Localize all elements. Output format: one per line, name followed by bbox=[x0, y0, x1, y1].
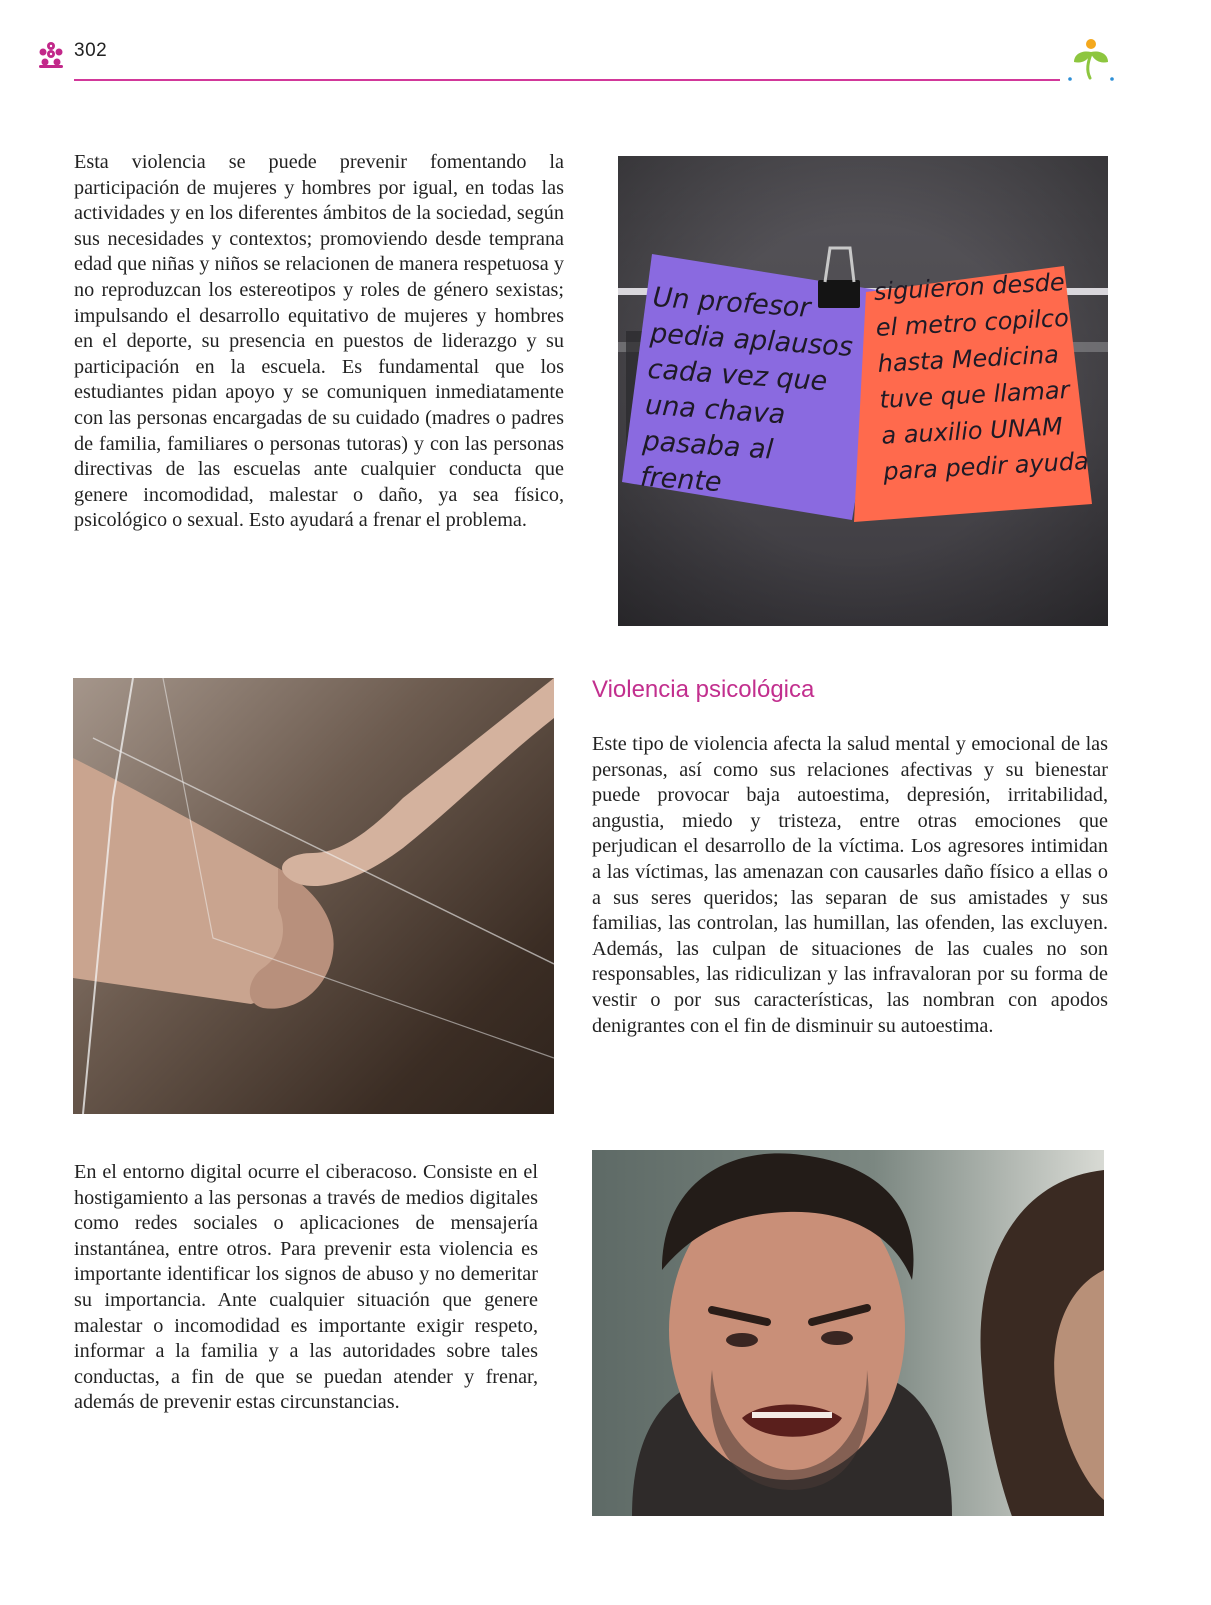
paragraph-prevention: Esta violencia se puede prevenir fomentando la participación de mujeres y hombres por igual, en todas las actividades y en los diferentes ámbitos de la sociedad, según sus necesidades y contextos; promoviendo desde temprana edad que niñas y niños se relacionen de manera respetuosa y no reproduzcan los estereotipos y roles de género sexistas; impulsando el desarrollo equitativo de mujeres y hombres en el deporte, su presencia en puestos de liderazgo y su participación en la escuela. Es fundamental que los estudiantes pidan apoyo y se comuniquen inmediatamente con las personas encargadas de su cuidado (madres o padres de familia, familiares o personas tutoras) y con las personas directivas de las escuelas ante cualquier conducta que genere incomodidad, malestar o daño, ya sea físico, psicológico o sexual. Esto ayudará a frenar el problema. bbox=[74, 151, 564, 532]
photo-holding-hands bbox=[73, 678, 554, 1114]
angry-man-illustration bbox=[592, 1150, 1104, 1516]
paragraph-psychological-violence: Este tipo de violencia afecta la salud mental y emocional de las personas, así como sus relaciones afectivas y su bienestar puede provocar baja autoestima, depresión, irritabilidad, angustia, miedo y tristeza, entre otras emociones que perjudican el desarrollo de la víctima. Los agresores intimidan a las víctimas, las amenazan con causarles daño físico a ellas o a sus seres queridos; las separan de sus amistades y sus familias, las controlan, las humillan, las ofenden, las excluyen. Además, las culpan de situaciones de las cuales no son responsables, las ridiculizan y las infravaloran por su forma de vestir o por sus características, las nombran con apodos denigrantes con el fin de disminuir su autoestima. bbox=[592, 733, 1108, 1037]
leaf-figure-logo-icon bbox=[1066, 36, 1116, 82]
paragraph-cyberbullying: En el entorno digital ocurre el ciberacoso. Consiste en el hostigamiento a las personas a través de medios digitales como redes sociales o aplicaciones de mensajería instantánea, entre otros. Para prevenir esta violencia es importante identificar los signos de abuso y no demeritar su importancia. Ante cualquier situación que genere malestar o incomodidad es importante exigir respeto, informar a la familia y a las autoridades sobre tales conductas, a fin de que se puedan atender y frenar, además de prevenir estas circunstancias. bbox=[74, 1161, 538, 1414]
sticky-note-orange: siguieron desde el metro copilco hasta Medicina tuve que llamar a auxilio UNAM para pedir ayuda bbox=[873, 268, 1090, 486]
header-rule bbox=[74, 79, 1060, 81]
flower-ornament-icon bbox=[36, 40, 66, 70]
page-header bbox=[0, 0, 1211, 100]
page-number: 302 bbox=[74, 40, 108, 61]
sticky-note-purple: Un profesor pedia aplausos cada vez que una chava pasaba al frente bbox=[639, 281, 854, 499]
photo-sticky-notes bbox=[618, 156, 1108, 626]
photo-angry-man bbox=[592, 1150, 1104, 1516]
hands-illustration bbox=[73, 678, 554, 1114]
section-heading-psychological-violence: Violencia psicológica bbox=[592, 676, 815, 703]
